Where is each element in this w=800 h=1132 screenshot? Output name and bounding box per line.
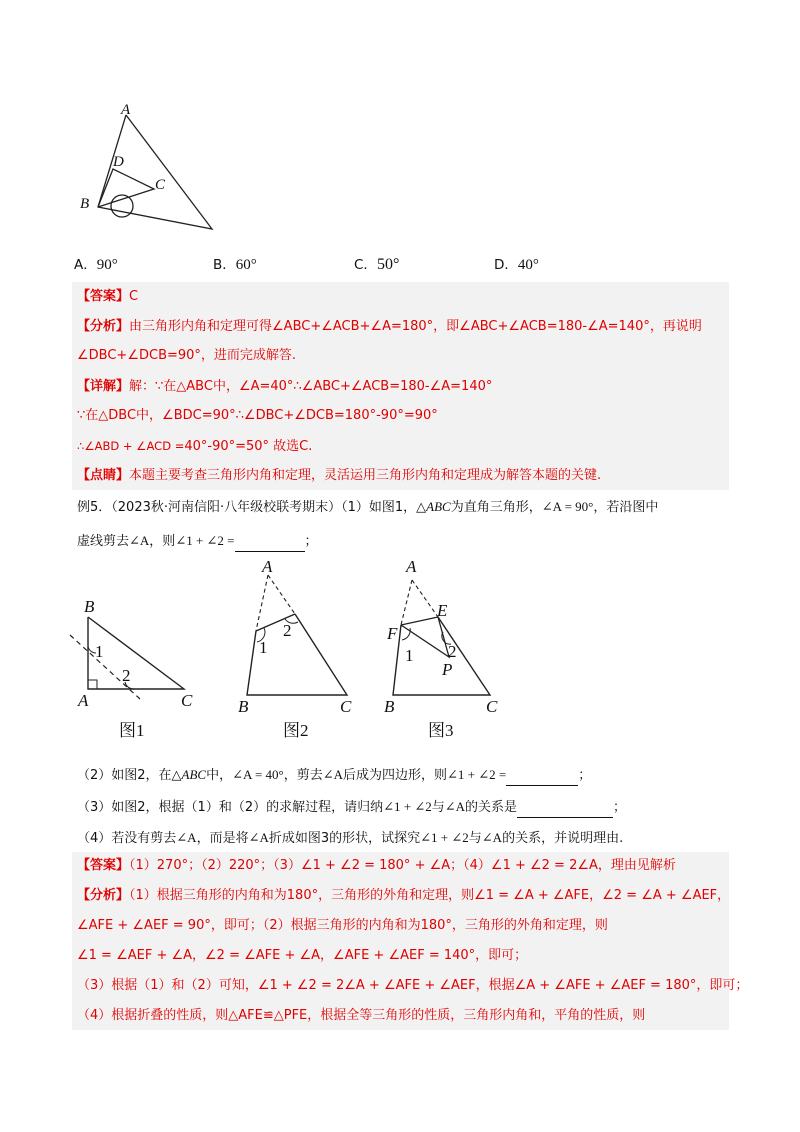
fig2-label-a: A bbox=[262, 557, 273, 576]
answer-blank-1[interactable] bbox=[235, 537, 305, 552]
option-d[interactable]: D．40° bbox=[494, 257, 539, 273]
fig2-label-2: 2 bbox=[283, 621, 292, 640]
label-c: C bbox=[155, 177, 166, 193]
question-2: （2）如图2，在△ABC中，∠A = 40°，剪去∠A后成为四边形，则∠1 + ∠2 = ； bbox=[77, 765, 591, 786]
label-a: A bbox=[121, 102, 131, 118]
fig1-caption: 图1 bbox=[119, 721, 145, 740]
fig3-label-e: E bbox=[437, 601, 448, 620]
label-d: D bbox=[113, 154, 124, 170]
question-4: （4）若没有剪去∠A，而是将∠A折成如图3的形状，试探究∠1 + ∠2与∠A的关系，并说明理由. bbox=[77, 830, 624, 846]
analysis-line-1: 【分析】由三角形内角和定理可得∠ABC+∠ACB+∠A=180°，即∠ABC+∠ACB=180-∠A=140°，再说明 bbox=[77, 319, 702, 334]
example5-line-2: 虚线剪去∠A，则∠1 + ∠2 = ； bbox=[77, 531, 318, 552]
answer-blank-3[interactable] bbox=[517, 803, 613, 818]
analysis2-line-2: ∠AFE + ∠AEF = 90°，即可；（2）根据三角形的内角和为180°，三角形的外角和定理，则 bbox=[77, 918, 608, 933]
analysis2-line-4: （3）根据（1）和（2）可知，∠1 + ∠2 = 2∠A + ∠AFE + ∠AEF，根据∠A + ∠AFE + ∠AEF = 180°，即可； bbox=[77, 978, 749, 993]
fig3-label-b: B bbox=[384, 697, 395, 716]
fig3-label-1: 1 bbox=[405, 646, 414, 665]
fig2-label-1: 1 bbox=[259, 638, 268, 657]
answer2-line: 【答案】（1）270°；（2）220°；（3）∠1 + ∠2 = 180° + ∠A；（4）∠1 + ∠2 = 2∠A，理由见解析 bbox=[77, 858, 676, 873]
detail-line-1: 【详解】解：∵在△ABC中，∠A=40°∴∠ABC+∠ACB=180-∠A=140° bbox=[77, 379, 493, 394]
fig1-label-2: 2 bbox=[122, 666, 131, 685]
answer-block-2 bbox=[72, 852, 729, 1030]
fig3-label-c: C bbox=[486, 697, 498, 716]
fig1-label-c: C bbox=[181, 691, 193, 710]
fig1-label-b: B bbox=[84, 597, 95, 616]
figure-2 bbox=[230, 570, 370, 700]
fig3-label-2: 2 bbox=[448, 642, 457, 661]
fig1-label-a: A bbox=[78, 691, 89, 710]
detail-line-3: ∴∠ABD + ∠ACD =40°-90°=50° 故选C. bbox=[77, 439, 313, 454]
option-b[interactable]: B．60° bbox=[213, 257, 257, 273]
triangle-figure-top bbox=[78, 100, 223, 235]
analysis2-line-5: （4）根据折叠的性质，则△AFE≌△PFE，根据全等三角形的性质，三角形内角和，平角的性质，则 bbox=[77, 1008, 646, 1023]
label-b: B bbox=[80, 196, 90, 212]
fig2-label-c: C bbox=[340, 697, 352, 716]
fig3-label-f: F bbox=[387, 624, 398, 643]
option-c[interactable]: C．50° bbox=[354, 256, 400, 273]
fig2-caption: 图2 bbox=[283, 721, 309, 740]
fig3-caption: 图3 bbox=[428, 721, 454, 740]
question-3: （3）如图2，根据（1）和（2）的求解过程，请归纳∠1 + ∠2与∠A的关系是 ； bbox=[77, 797, 626, 818]
figure-3 bbox=[385, 570, 505, 700]
fig1-label-1: 1 bbox=[95, 642, 104, 661]
option-a[interactable]: A．90° bbox=[74, 257, 118, 273]
answer-line: 【答案】C bbox=[77, 289, 139, 304]
detail-line-2: ∵在△DBC中，∠BDC=90°∴∠DBC+∠DCB=180°-90°=90° bbox=[77, 408, 438, 423]
fig3-label-a: A bbox=[406, 557, 417, 576]
analysis2-line-3: ∠1 = ∠AEF + ∠A，∠2 = ∠AFE + ∠A，∠AFE + ∠AEF = 140°，即可； bbox=[77, 948, 528, 963]
answer-blank-2[interactable] bbox=[506, 771, 578, 786]
example5-line-1: 例5．（2023秋·河南信阳·八年级校联考期末）（1）如图1，△ABC为直角三角形，∠A = 90°，若沿图中 bbox=[77, 499, 659, 515]
analysis2-line-1: 【分析】（1）根据三角形的内角和为180°，三角形的外角和定理，则∠1 = ∠A + ∠AFE，∠2 = ∠A + ∠AEF， bbox=[77, 888, 731, 903]
fig3-label-p: P bbox=[442, 660, 453, 679]
fig2-label-b: B bbox=[238, 697, 249, 716]
comment-line: 【点睛】本题主要考查三角形内角和定理，灵活运用三角形内角和定理成为解答本题的关键. bbox=[77, 468, 602, 483]
analysis-line-2: ∠DBC+∠DCB=90°，进而完成解答. bbox=[77, 348, 297, 363]
